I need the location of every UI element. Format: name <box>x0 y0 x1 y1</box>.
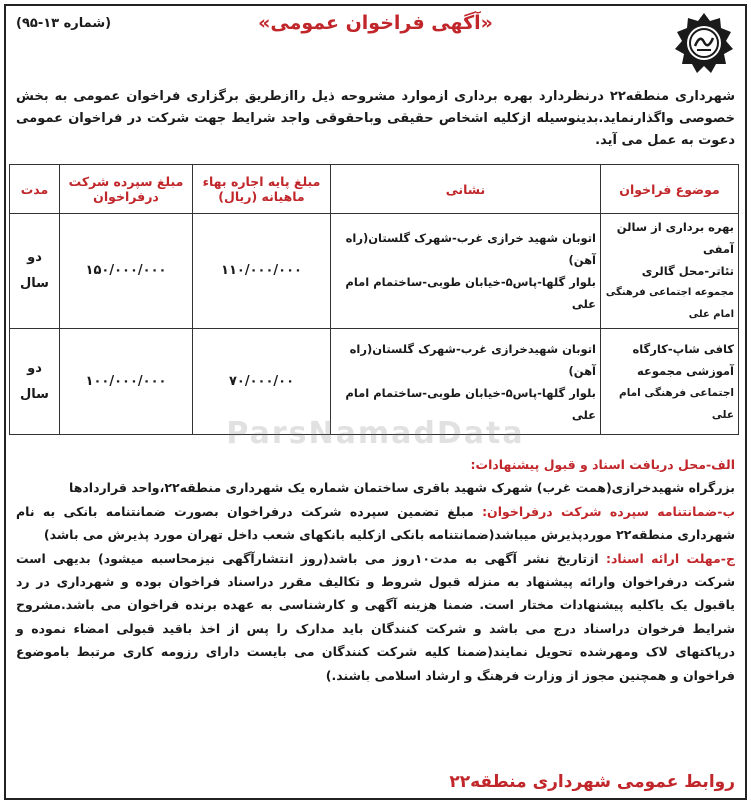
header-duration: مدت <box>10 165 60 214</box>
cell-subject <box>601 214 739 329</box>
header-deposit: مبلغ سپرده شرکت درفراخوان <box>60 165 193 214</box>
ad-title-text: «آگهی فراخوان عمومی» <box>258 12 493 34</box>
header-address: نشانی <box>331 165 601 214</box>
cell-address <box>331 329 601 435</box>
intro-paragraph: شهرداری منطقه۲۲ درنظردارد بهره برداری ازموارد مشروحه ذیل راازطریق برگزاری فراخوان عمومی به بخش خصوصی واگذارنماید.بدینوسیله ازکلیه اشخاص حقیقی وباحقوقی واجد شرایط جهت شرکت در فراخوان عمومی دعوت به عمل می آید. <box>16 89 735 148</box>
cell-duration <box>10 329 60 435</box>
header-base-rent: مبلغ پایه اجاره بهاء ماهیانه (ریال) <box>193 165 331 214</box>
subject-line: کافی شاپ-کارگاه <box>632 341 734 356</box>
address-line: بلوار گلها-پاس۵-خیابان طوبی-ساختمام امام علی <box>345 385 596 422</box>
section-a <box>16 453 735 500</box>
subject-line: مجموعه اجتماعی فرهنگی امام علی <box>605 287 734 320</box>
subject-line: تئاتر-محل گالری <box>641 264 734 278</box>
duration-line: دو <box>27 360 42 376</box>
cell-address <box>331 214 601 329</box>
tender-table <box>9 164 739 435</box>
advertisement-page <box>4 4 747 800</box>
section-b-text: مبلغ تضمین سپرده شرکت درفراخوان بصورت ضمانتنامه بانکی به نام شهرداری منطقه۲۲ موردپذیرش میباشد(ضمانتنامه بانکی ازکلیه بانکهای شعب داخل تهران مورد پذیرش می باشد) <box>16 503 735 543</box>
table-row <box>10 329 739 435</box>
conditions-text <box>16 453 735 687</box>
address-line: اتوبان شهیدخرازی غرب-شهرک گلستان(راه آهن) <box>349 341 596 378</box>
watermark: ParsNamadData <box>226 416 525 451</box>
duration-line: دو <box>27 250 42 265</box>
address-line: بلوار گلها-پاس۵-خیابان طوبی-ساختمام امام علی <box>345 275 596 311</box>
footer-signature: روابط عمومی شهرداری منطقه۲۲ <box>449 772 735 792</box>
subject-line: بهره برداری از سالن آمفی <box>616 220 734 256</box>
ad-title <box>6 12 745 34</box>
section-b <box>16 500 735 547</box>
section-c-text: ازتاریخ نشر آگهی به مدت۱۰روز می باشد(روز انتشارآگهی نیزمحاسبه میشود) بدیهی است شرکت درفراخوان وارائه پیشنهاد به منزله قبول شروط و تکالیف مقرر دراسناد فراخوان بوده و شهرداری در رد یاقبول یک یاکلیه پیشنهادات مختار است. ضمنا هزینه آگهی و کارشناسی به عهده برنده فراخوان می باشد.مشروح شرایط فرخوان دراسناد درج می باشد و شرکت کنندگان باید مدارک را پس از اخذ باقید قبولی امضاء نموده و درپاکتهای لاک ومهرشده تحویل نمایند(ضمنا کلیه شرکت کنندگان می بایست دارای رزومه کاری مرتبط باموضوع فراخوان و همچنین مجوز از وزارت فرهنگ و ارشاد اسلامی باشند.) <box>16 550 735 683</box>
issue-number: (شماره ۱۳-۹۵) <box>16 16 112 31</box>
cell-subject <box>601 329 739 435</box>
section-a-title: الف-محل دریافت اسناد و قبول پیشنهادات: <box>470 457 735 472</box>
cell-deposit: ۱۵۰/۰۰۰/۰۰۰ <box>60 214 193 329</box>
cell-duration <box>10 214 60 329</box>
subject-line: اجتماعی فرهنگی امام علی <box>619 386 734 421</box>
section-c <box>16 547 735 687</box>
address-line: اتوبان شهید خرازی غرب-شهرک گلستان(راه آهن) <box>345 231 596 267</box>
cell-base-rent: ۱۱۰/۰۰۰/۰۰۰ <box>193 214 331 329</box>
table-row <box>10 214 739 329</box>
header-subject: موضوع فراخوان <box>601 165 739 214</box>
cell-base-rent: ۷۰/۰۰۰/۰۰ <box>193 329 331 435</box>
table-header-row <box>10 165 739 214</box>
duration-line: سال <box>20 386 49 402</box>
duration-line: سال <box>20 276 49 291</box>
section-b-title: ب-ضمانتنامه سپرده شرکت درفراخوان: <box>482 503 736 519</box>
section-c-title: ج-مهلت ارائه اسناد: <box>605 550 735 566</box>
subject-line: آموزشی مجموعه <box>637 363 734 378</box>
section-a-text: بزرگراه شهیدخرازی(همت غرب) شهرک شهید باقری ساختمان شماره یک شهرداری منطقه۲۲،واحد قراردادها <box>69 480 735 496</box>
cell-deposit: ۱۰۰/۰۰۰/۰۰۰ <box>60 329 193 435</box>
